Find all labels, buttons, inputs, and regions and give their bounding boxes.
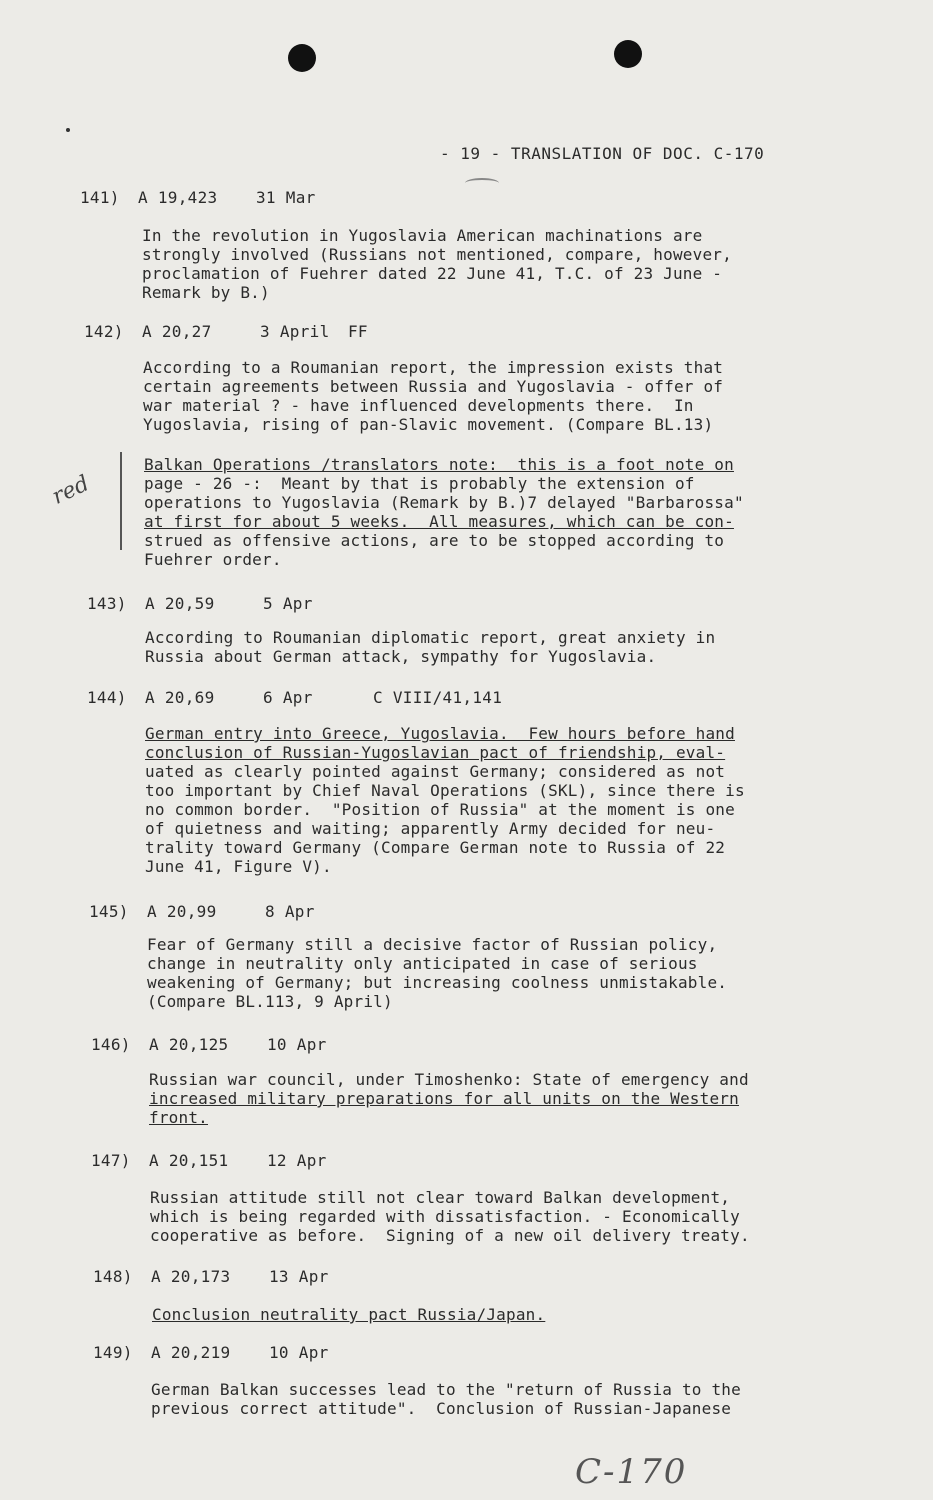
text-line: too important by Chief Naval Operations (SKL), since there is [145,781,745,800]
text-line: cooperative as before. Signing of a new oil delivery treaty. [150,1226,750,1245]
text-line: Russian war council, under Timoshenko: State of emergency and [149,1070,749,1089]
entry-145-text [147,935,727,1011]
entry-number: 146) [91,1035,131,1054]
entry-reference: A 19,423 [138,188,218,207]
entry-149-head [93,1343,349,1362]
entry-141-head [80,188,336,207]
text-line: front. [149,1108,208,1127]
entry-reference: A 20,59 [145,594,215,613]
text-line [144,455,744,474]
entry-date: 5 Apr [263,594,313,613]
entry-date: 6 Apr [263,688,313,707]
entry-number: 141) [80,188,120,207]
footnote-line-0: Balkan Operations /translators note: this is a foot note on [144,455,734,474]
text-line: In the revolution in Yugoslavia American machinations are [142,226,703,245]
text-line: Fear of Germany still a decisive factor of Russian policy, [147,935,718,954]
entry-146-text [149,1070,749,1127]
text-line: uated as clearly pointed against Germany; considered as not [145,762,726,781]
text-line: Russia about German attack, sympathy for Yugoslavia. [145,647,657,666]
entry-date: 12 Apr [267,1151,327,1170]
punch-hole-left [288,44,316,72]
text-line: trality toward Germany (Compare German note to Russia of 22 [145,838,726,857]
entry-148-head [93,1267,349,1286]
entry-date: 10 Apr [267,1035,327,1054]
entry-142-head [84,322,368,341]
entry-number: 149) [93,1343,133,1362]
entry-reference: A 20,219 [151,1343,231,1362]
entry-reference: A 20,173 [151,1267,231,1286]
handwritten-doc-mark: C-170 [575,1452,688,1492]
text-line: weakening of Germany; but increasing coolness unmistakable. [147,973,728,992]
entry-date: 3 April [260,322,330,341]
text-line: Yugoslavia, rising of pan-Slavic movement. (Compare BL.13) [143,415,714,434]
text-line: June 41, Figure V). [145,857,332,876]
entry-date: 10 Apr [269,1343,329,1362]
entry-142-text [143,358,723,434]
text-line: operations to Yugoslavia (Remark by B.)7 delayed "Barbarossa" [144,493,744,512]
entry-148-text [152,1305,545,1324]
text-line: change in neutrality only anticipated in case of serious [147,954,698,973]
text-line: Fuehrer order. [144,550,282,569]
entry-reference: A 20,99 [147,902,217,921]
entry-143-text [145,628,715,666]
text-line: Russian attitude still not clear toward Balkan development, [150,1188,731,1207]
entry-146-head [91,1035,347,1054]
entry-extra: C VIII/41,141 [373,688,503,707]
entry-date: 8 Apr [265,902,315,921]
text-line: which is being regarded with dissatisfaction. - Economically [150,1207,740,1226]
footnote-bracket [120,452,122,550]
entry-number: 148) [93,1267,133,1286]
entry-number: 147) [91,1151,131,1170]
punch-hole-right [614,40,642,68]
text-line: strued as offensive actions, are to be stopped according to [144,531,725,550]
entry-number: 145) [89,902,129,921]
entry-reference: A 20,69 [145,688,215,707]
entry-143-head [87,594,343,613]
text-line: page - 26 -: Meant by that is probably the extension of [144,474,695,493]
entry-date: 31 Mar [256,188,316,207]
pencil-mark [465,178,499,188]
entry-144-text [145,724,745,876]
text-line: German Balkan successes lead to the "return of Russia to the [151,1380,741,1399]
entry-147-text [150,1188,750,1245]
text-line: war material ? - have influenced developments there. In [143,396,694,415]
entry-141-text [142,226,732,302]
text-line: increased military preparations for all units on the Western [149,1089,739,1108]
entry-reference: A 20,27 [142,322,212,341]
entry-147-head [91,1151,347,1170]
entry-144-head [87,688,502,707]
text-line: German entry into Greece, Yugoslavia. Few hours before hand [145,724,735,743]
text-line: (Compare BL.113, 9 April) [147,992,393,1011]
text-line: conclusion of Russian-Yugoslavian pact of friendship, eval- [145,743,726,762]
text-line: no common border. "Position of Russia" at the moment is one [145,800,735,819]
entry-number: 143) [87,594,127,613]
ink-speck [66,128,70,132]
footnote-text [144,455,744,569]
text-line: According to a Roumanian report, the impression exists that [143,358,724,377]
text-line: previous correct attitude". Conclusion of Russian-Japanese [151,1399,732,1418]
marginal-note: red [48,471,94,510]
text-line: Remark by B.) [142,283,270,302]
entry-extra: FF [348,322,368,341]
text-line: of quietness and waiting; apparently Army decided for neu- [145,819,716,838]
text-line: proclamation of Fuehrer dated 22 June 41, T.C. of 23 June - [142,264,723,283]
entry-number: 144) [87,688,127,707]
text-line: certain agreements between Russia and Yugoslavia - offer of [143,377,724,396]
entry-reference: A 20,125 [149,1035,229,1054]
entry-145-head [89,902,345,921]
entry-number: 142) [84,322,124,341]
text-line: strongly involved (Russians not mentioned, compare, however, [142,245,732,264]
entry-reference: A 20,151 [149,1151,229,1170]
text-line: at first for about 5 weeks. All measures, which can be con- [144,512,734,531]
page-header: - 19 - TRANSLATION OF DOC. C-170 [440,144,765,163]
entry-date: 13 Apr [269,1267,329,1286]
text-line: According to Roumanian diplomatic report, great anxiety in [145,628,716,647]
entry-149-text [151,1380,741,1418]
text-line: Conclusion neutrality pact Russia/Japan. [152,1305,546,1324]
